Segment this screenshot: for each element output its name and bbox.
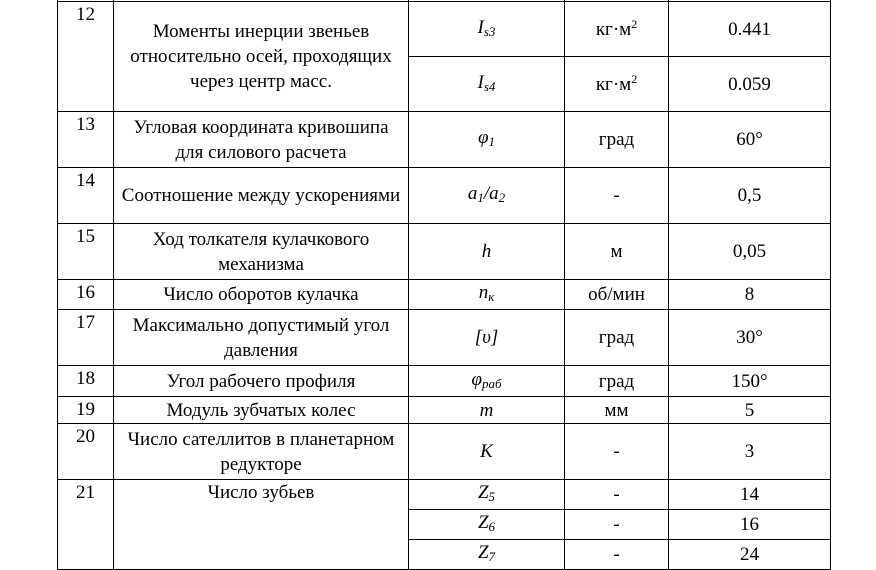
table-row bbox=[58, 2, 831, 57]
parameter-symbol: $I_{s4}$ bbox=[409, 57, 565, 112]
parameter-symbol: [υ] bbox=[409, 310, 565, 366]
parameter-symbol: $\varphi_1$ bbox=[409, 112, 565, 168]
row-number: 15 bbox=[58, 224, 114, 280]
parameter-name: Моменты инерции звеньев относительно осей, проходящих через центр масс. bbox=[114, 2, 409, 112]
row-number: 21 bbox=[58, 480, 114, 570]
parameter-name: Соотношение между ускорениями bbox=[114, 168, 409, 224]
row-number: 18 bbox=[58, 366, 114, 397]
parameter-unit: - bbox=[565, 424, 669, 480]
parameter-name: Число сателлитов в планетарном редукторе bbox=[114, 424, 409, 480]
row-number: 14 bbox=[58, 168, 114, 224]
table-row bbox=[58, 112, 831, 168]
table-row bbox=[58, 168, 831, 224]
row-number: 16 bbox=[58, 280, 114, 310]
table-row bbox=[58, 280, 831, 310]
table-row bbox=[58, 424, 831, 480]
parameter-unit: - bbox=[565, 510, 669, 540]
parameter-symbol: $Z_5$ bbox=[409, 480, 565, 510]
parameter-symbol: $I_{s3}$ bbox=[409, 2, 565, 57]
parameter-unit: мм bbox=[565, 397, 669, 424]
parameter-symbol: $\varphi_{раб}$ bbox=[409, 366, 565, 397]
parameter-unit: $кг\cdot м^2$ bbox=[565, 57, 669, 112]
parameter-symbol: K bbox=[409, 424, 565, 480]
parameter-name: Число зубьев bbox=[114, 480, 409, 570]
parameter-value: 0.059 bbox=[669, 57, 831, 112]
parameter-unit: град bbox=[565, 366, 669, 397]
row-number: 12 bbox=[58, 2, 114, 112]
parameter-symbol: m bbox=[409, 397, 565, 424]
table-row bbox=[58, 480, 831, 510]
row-number: 20 bbox=[58, 424, 114, 480]
parameter-symbol: $Z_7$ bbox=[409, 540, 565, 570]
parameter-value: 0,5 bbox=[669, 168, 831, 224]
parameter-name: Максимально допустимый угол давления bbox=[114, 310, 409, 366]
parameter-value: 24 bbox=[669, 540, 831, 570]
parameter-unit: об/мин bbox=[565, 280, 669, 310]
parameter-value: 60° bbox=[669, 112, 831, 168]
parameter-name: Модуль зубчатых колес bbox=[114, 397, 409, 424]
parameter-name: Угловая координата кривошипа для силового расчета bbox=[114, 112, 409, 168]
parameters-table bbox=[57, 0, 831, 570]
parameter-symbol: $Z_6$ bbox=[409, 510, 565, 540]
parameter-value: 5 bbox=[669, 397, 831, 424]
parameter-value: 0.441 bbox=[669, 2, 831, 57]
table-row bbox=[58, 224, 831, 280]
parameter-name: Угол рабочего профиля bbox=[114, 366, 409, 397]
parameter-name: Ход толкателя кулачкового механизма bbox=[114, 224, 409, 280]
parameter-name: Число оборотов кулачка bbox=[114, 280, 409, 310]
parameter-unit: - bbox=[565, 480, 669, 510]
parameter-unit: $кг\cdot м^2$ bbox=[565, 2, 669, 57]
table-row bbox=[58, 397, 831, 424]
table-row bbox=[58, 366, 831, 397]
table-row bbox=[58, 310, 831, 366]
parameter-value: 16 bbox=[669, 510, 831, 540]
parameter-value: 30° bbox=[669, 310, 831, 366]
parameter-symbol: $n_к$ bbox=[409, 280, 565, 310]
row-number: 13 bbox=[58, 112, 114, 168]
parameter-value: 150° bbox=[669, 366, 831, 397]
parameter-unit: - bbox=[565, 540, 669, 570]
parameter-value: 8 bbox=[669, 280, 831, 310]
parameter-symbol: $a_1/a_2$ bbox=[409, 168, 565, 224]
row-number: 17 bbox=[58, 310, 114, 366]
parameter-unit: град bbox=[565, 112, 669, 168]
parameter-value: 14 bbox=[669, 480, 831, 510]
parameter-value: 3 bbox=[669, 424, 831, 480]
parameter-unit: - bbox=[565, 168, 669, 224]
parameter-symbol: h bbox=[409, 224, 565, 280]
parameter-unit: град bbox=[565, 310, 669, 366]
parameter-unit: м bbox=[565, 224, 669, 280]
parameter-value: 0,05 bbox=[669, 224, 831, 280]
row-number: 19 bbox=[58, 397, 114, 424]
